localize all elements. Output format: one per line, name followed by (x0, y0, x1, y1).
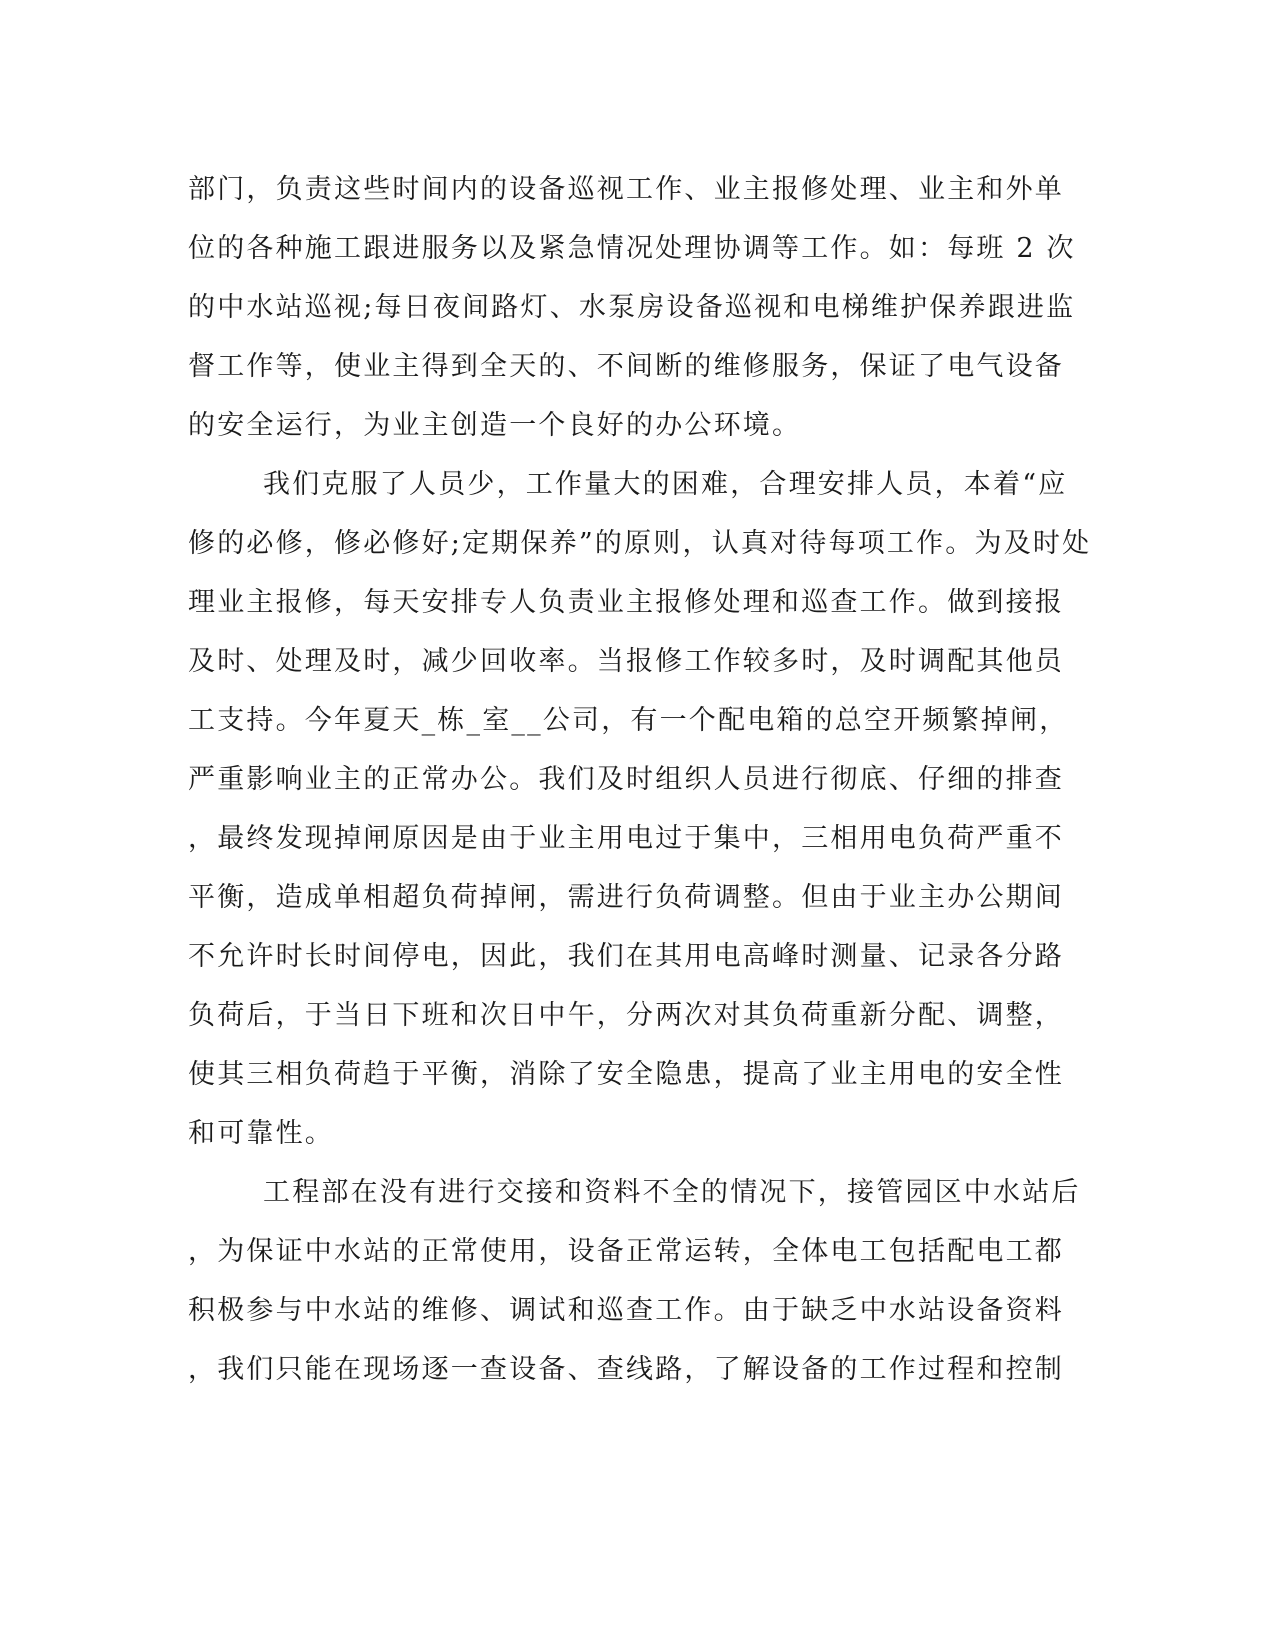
paragraph-line: 督工作等，使业主得到全天的、不间断的维修服务，保证了电气设备 (188, 351, 1064, 382)
paragraph-line: 的中水站巡视;每日夜间路灯、水泵房设备巡视和电梯维护保养跟进监 (188, 292, 1076, 323)
paragraph-first-line: 我们克服了人员少，工作量大的困难，合理安排人员，本着“应 (263, 469, 1068, 500)
paragraph-line: 位的各种施工跟进服务以及紧急情况处理协调等工作。如：每班 2 次 (188, 233, 1076, 264)
paragraph-line: ，最终发现掉闸原因是由于业主用电过于集中，三相用电负荷严重不 (188, 823, 1064, 854)
paragraph-line: ，我们只能在现场逐一查设备、查线路，了解设备的工作过程和控制 (188, 1354, 1064, 1385)
paragraph-line: 平衡，造成单相超负荷掉闸，需进行负荷调整。但由于业主办公期间 (188, 882, 1064, 913)
paragraph-line: 修的必修，修必修好;定期保养”的原则，认真对待每项工作。为及时处 (188, 528, 1092, 559)
paragraph-line: 部门，负责这些时间内的设备巡视工作、业主报修处理、业主和外单 (188, 174, 1064, 205)
paragraph-line: 使其三相负荷趋于平衡，消除了安全隐患，提高了业主用电的安全性 (188, 1059, 1064, 1090)
paragraph-first-line: 工程部在没有进行交接和资料不全的情况下，接管园区中水站后 (263, 1177, 1081, 1208)
body-text (188, 160, 1092, 1399)
paragraph-line: 不允许时长时间停电，因此，我们在其用电高峰时测量、记录各分路 (188, 941, 1064, 972)
paragraph-line: 和可靠性。 (188, 1118, 334, 1149)
paragraph-line: 及时、处理及时，减少回收率。当报修工作较多时，及时调配其他员 (188, 646, 1064, 677)
paragraph-line: 的安全运行，为业主创造一个良好的办公环境。 (188, 410, 802, 441)
paragraph-line: 理业主报修，每天安排专人负责业主报修处理和巡查工作。做到接报 (188, 587, 1064, 618)
paragraph-line: 工支持。今年夏天_栋_室__公司，有一个配电箱的总空开频繁掉闸， (188, 705, 1069, 736)
paragraph-line: 负荷后，于当日下班和次日中午，分两次对其负荷重新分配、调整， (188, 1000, 1064, 1031)
paragraph-line: 严重影响业主的正常办公。我们及时组织人员进行彻底、仔细的排查 (188, 764, 1064, 795)
paragraph-line: 积极参与中水站的维修、调试和巡查工作。由于缺乏中水站设备资料 (188, 1295, 1064, 1326)
paragraph-line: ，为保证中水站的正常使用，设备正常运转，全体电工包括配电工都 (188, 1236, 1064, 1267)
